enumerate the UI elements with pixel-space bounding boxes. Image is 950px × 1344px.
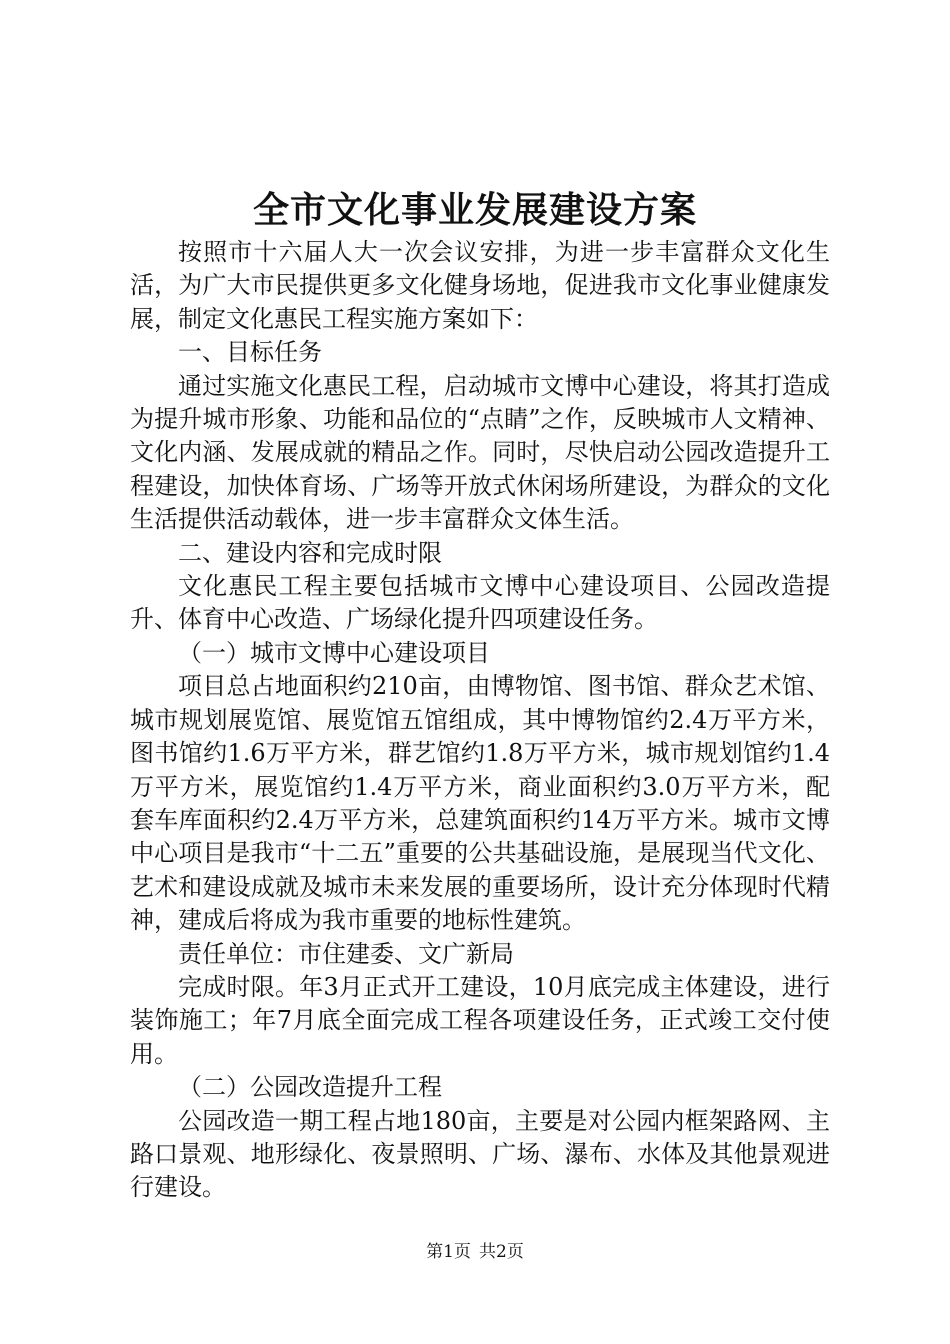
- page-total: 共2页: [479, 1242, 524, 1262]
- paragraph-intro: 按照市十六届人大一次会议安排，为进一步丰富群众文化生活，为广大市民提供更多文化健身场地，促进我市文化事业健康发展，制定文化惠民工程实施方案如下：: [130, 238, 830, 333]
- paragraph-park-upgrade: 公园改造一期工程占地180亩，主要是对公园内框架路网、主路口景观、地形绿化、夜景照明、广场、瀑布、水体及其他景观进行建设。: [130, 1106, 830, 1202]
- subheading-culture-center: （一）城市文博中心建设项目: [178, 638, 490, 667]
- paragraph-responsible-unit: 责任单位：市住建委、文广新局: [178, 939, 514, 968]
- paragraph-deadline: 完成时限。年3月正式开工建设，10月底完成主体建设，进行装饰施工；年7月底全面完成工程各项建设任务，正式竣工交付使用。: [130, 972, 830, 1068]
- document-title: 全市文化事业发展建设方案: [252, 189, 697, 231]
- paragraph-culture-center: 项目总占地面积约210亩，由博物馆、图书馆、群众艺术馆、城市规划展览馆、展览馆五馆组成，其中博物馆约2.4万平方米，图书馆约1.6万平方米，群艺馆约1.8万平方米，城市规划馆约1.4万平方米，展览馆约1.4万平方米，商业面积约3.0万平方米，配套车库面积约2.4万平方米，总建筑面积约14万平方米。城市文博中心项目是我市“十二五”重要的公共基础设施，是展现当代文化、艺术和建设成就及城市未来发展的重要场所，设计充分体现时代精神，建成后将成为我市重要的地标性建筑。: [130, 672, 830, 935]
- page-footer: [0, 1240, 950, 1264]
- document-body: [130, 236, 830, 1205]
- paragraph-content-overview: 文化惠民工程主要包括城市文博中心建设项目、公园改造提升、体育中心改造、广场绿化提升四项建设任务。: [130, 572, 830, 634]
- heading-content-deadline: 二、建设内容和完成时限: [178, 538, 442, 567]
- page-number: 第1页: [426, 1242, 471, 1262]
- heading-goals: 一、目标任务: [178, 338, 322, 367]
- paragraph-goals: 通过实施文化惠民工程，启动城市文博中心建设，将其打造成为提升城市形象、功能和品位的“点睛”之作，反映城市人文精神、文化内涵、发展成就的精品之作。同时，尽快启动公园改造提升工程建设，加快体育场、广场等开放式休闲场所建设，为群众的文化生活提供活动载体，进一步丰富群众文体生活。: [130, 371, 830, 534]
- subheading-park-upgrade: （二）公园改造提升工程: [178, 1073, 442, 1102]
